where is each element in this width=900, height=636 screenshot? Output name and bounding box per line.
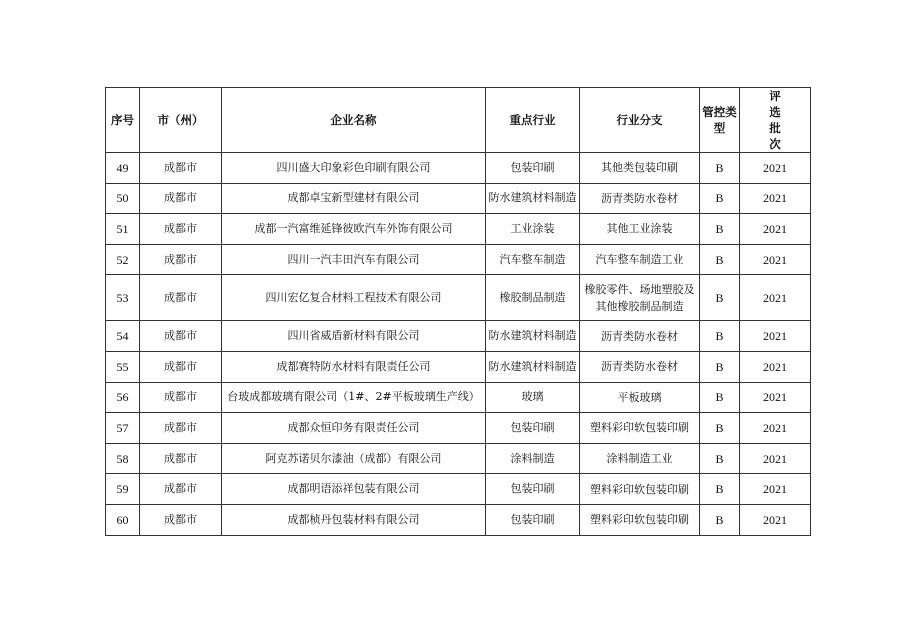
cell-seq: 59: [106, 474, 140, 505]
header-batch: 评选批次: [740, 88, 811, 153]
cell-city: 成都市: [140, 244, 222, 275]
cell-control: B: [700, 474, 740, 505]
cell-batch: 2021: [740, 321, 811, 352]
cell-city: 成都市: [140, 504, 222, 535]
cell-batch: 2021: [740, 474, 811, 505]
cell-batch: 2021: [740, 275, 811, 321]
table-row: [106, 413, 811, 444]
cell-branch: 汽车整车制造工业: [580, 244, 700, 275]
cell-seq: 58: [106, 443, 140, 474]
header-seq: 序号: [106, 88, 140, 153]
header-control: 管控类型: [700, 88, 740, 153]
cell-control: B: [700, 153, 740, 184]
cell-control: B: [700, 504, 740, 535]
table-row: [106, 275, 811, 321]
cell-city: 成都市: [140, 214, 222, 245]
cell-control: B: [700, 275, 740, 321]
cell-company: 四川一汽丰田汽车有限公司: [222, 244, 486, 275]
cell-branch: 塑料彩印软包装印刷: [580, 474, 700, 505]
cell-city: 成都市: [140, 183, 222, 214]
cell-company: 成都桢丹包装材料有限公司: [222, 504, 486, 535]
cell-company: 成都一汽富维延锋彼欧汽车外饰有限公司: [222, 214, 486, 245]
cell-industry: 包装印刷: [486, 474, 580, 505]
cell-industry: 防水建筑材料制造: [486, 321, 580, 352]
cell-company: 成都赛特防水材料有限责任公司: [222, 351, 486, 382]
table-row: [106, 321, 811, 352]
cell-seq: 53: [106, 275, 140, 321]
header-industry: 重点行业: [486, 88, 580, 153]
cell-branch: 沥青类防水卷材: [580, 321, 700, 352]
cell-industry: 包装印刷: [486, 504, 580, 535]
cell-control: B: [700, 351, 740, 382]
table-row: [106, 382, 811, 413]
table-row: [106, 351, 811, 382]
cell-control: B: [700, 214, 740, 245]
cell-branch: 沥青类防水卷材: [580, 183, 700, 214]
cell-batch: 2021: [740, 382, 811, 413]
cell-industry: 工业涂装: [486, 214, 580, 245]
cell-seq: 55: [106, 351, 140, 382]
header-company: 企业名称: [222, 88, 486, 153]
cell-branch: 其他工业涂装: [580, 214, 700, 245]
cell-seq: 54: [106, 321, 140, 352]
table-body: [106, 153, 811, 536]
cell-branch: 其他类包装印刷: [580, 153, 700, 184]
table-row: [106, 443, 811, 474]
cell-branch: 塑料彩印软包装印刷: [580, 504, 700, 535]
cell-seq: 56: [106, 382, 140, 413]
cell-company: 成都众恒印务有限责任公司: [222, 413, 486, 444]
cell-industry: 橡胶制品制造: [486, 275, 580, 321]
company-table: [105, 87, 811, 536]
cell-company: 阿克苏诺贝尔漆油（成都）有限公司: [222, 443, 486, 474]
cell-seq: 52: [106, 244, 140, 275]
cell-city: 成都市: [140, 413, 222, 444]
cell-branch: 涂料制造工业: [580, 443, 700, 474]
cell-branch: 塑料彩印软包装印刷: [580, 413, 700, 444]
cell-branch: 橡胶零件、场地塑胶及其他橡胶制品制造: [580, 275, 700, 321]
cell-city: 成都市: [140, 153, 222, 184]
cell-industry: 防水建筑材料制造: [486, 351, 580, 382]
cell-company: 成都卓宝新型建材有限公司: [222, 183, 486, 214]
cell-control: B: [700, 382, 740, 413]
cell-city: 成都市: [140, 443, 222, 474]
cell-batch: 2021: [740, 443, 811, 474]
cell-industry: 包装印刷: [486, 413, 580, 444]
cell-control: B: [700, 244, 740, 275]
cell-control: B: [700, 183, 740, 214]
cell-batch: 2021: [740, 214, 811, 245]
cell-city: 成都市: [140, 474, 222, 505]
cell-seq: 50: [106, 183, 140, 214]
table-row: [106, 153, 811, 184]
cell-control: B: [700, 413, 740, 444]
cell-seq: 51: [106, 214, 140, 245]
cell-industry: 汽车整车制造: [486, 244, 580, 275]
cell-industry: 包装印刷: [486, 153, 580, 184]
table-row: [106, 504, 811, 535]
cell-industry: 玻璃: [486, 382, 580, 413]
cell-city: 成都市: [140, 351, 222, 382]
cell-batch: 2021: [740, 504, 811, 535]
cell-seq: 60: [106, 504, 140, 535]
table-row: [106, 474, 811, 505]
cell-control: B: [700, 443, 740, 474]
cell-batch: 2021: [740, 351, 811, 382]
cell-branch: 沥青类防水卷材: [580, 351, 700, 382]
cell-seq: 57: [106, 413, 140, 444]
cell-company: 四川盛大印象彩色印刷有限公司: [222, 153, 486, 184]
cell-company: 成都明语添祥包装有限公司: [222, 474, 486, 505]
cell-company: 四川省威盾新材料有限公司: [222, 321, 486, 352]
cell-company: 四川宏亿复合材料工程技术有限公司: [222, 275, 486, 321]
cell-industry: 涂料制造: [486, 443, 580, 474]
cell-city: 成都市: [140, 321, 222, 352]
table-row: [106, 183, 811, 214]
cell-city: 成都市: [140, 382, 222, 413]
cell-industry: 防水建筑材料制造: [486, 183, 580, 214]
cell-branch: 平板玻璃: [580, 382, 700, 413]
table-row: [106, 244, 811, 275]
cell-batch: 2021: [740, 183, 811, 214]
cell-control: B: [700, 321, 740, 352]
cell-company: 台玻成都玻璃有限公司（1#、2#平板玻璃生产线）: [222, 382, 486, 413]
header-branch: 行业分支: [580, 88, 700, 153]
cell-batch: 2021: [740, 244, 811, 275]
header-city: 市（州）: [140, 88, 222, 153]
cell-batch: 2021: [740, 413, 811, 444]
cell-city: 成都市: [140, 275, 222, 321]
table-row: [106, 214, 811, 245]
table-header-row: [106, 88, 811, 153]
cell-seq: 49: [106, 153, 140, 184]
cell-batch: 2021: [740, 153, 811, 184]
